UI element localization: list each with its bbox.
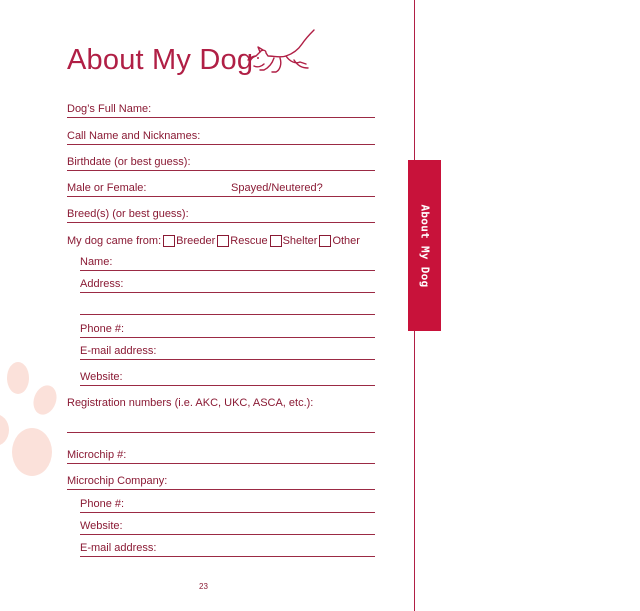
breed-label: Breed(s) (or best guess): [67, 208, 189, 220]
company-website-label: Website: [80, 520, 123, 532]
source-address-field[interactable] [80, 278, 375, 293]
source-name-field[interactable] [80, 256, 375, 271]
spayed-neutered-label: Spayed/Neutered? [231, 182, 323, 194]
male-female-field[interactable] [67, 182, 375, 197]
breeder-checkbox[interactable] [163, 235, 175, 247]
source-address-label: Address: [80, 278, 124, 290]
source-website-label: Website: [80, 371, 123, 383]
birthdate-field[interactable] [67, 156, 375, 171]
shelter-checkbox[interactable] [270, 235, 282, 247]
microchip-label: Microchip #: [67, 449, 127, 461]
microchip-company-label: Microchip Company: [67, 475, 168, 487]
male-female-label: Male or Female: [67, 182, 147, 194]
source-website-field[interactable] [80, 371, 375, 386]
microchip-field[interactable] [67, 449, 375, 464]
came-from-row [67, 233, 360, 249]
source-phone-label: Phone #: [80, 323, 125, 335]
paw-icon [0, 360, 60, 490]
source-name-label: Name: [80, 256, 113, 268]
dog-icon [244, 26, 318, 78]
rescue-checkbox[interactable] [217, 235, 229, 247]
full-name-field[interactable] [67, 103, 375, 118]
source-address-line-2[interactable] [80, 314, 375, 315]
breed-field[interactable] [67, 208, 375, 223]
microchip-company-field[interactable] [67, 475, 375, 490]
came-from-label: My dog came from: [67, 235, 162, 247]
other-checkbox[interactable] [319, 235, 331, 247]
company-email-field[interactable] [80, 542, 375, 557]
call-name-label: Call Name and Nicknames: [67, 130, 201, 142]
company-phone-label: Phone #: [80, 498, 125, 510]
page-title: About My Dog [67, 44, 254, 76]
birthdate-label: Birthdate (or best guess): [67, 156, 191, 168]
company-phone-field[interactable] [80, 498, 375, 513]
registration-label: Registration numbers (i.e. AKC, UKC, ASCA, etc.): [67, 397, 314, 409]
registration-line[interactable] [67, 432, 375, 433]
full-name-label: Dog’s Full Name: [67, 103, 152, 115]
call-name-field[interactable] [67, 130, 375, 145]
source-email-field[interactable] [80, 345, 375, 360]
rescue-option-label: Rescue [230, 235, 268, 247]
source-email-label: E-mail address: [80, 345, 157, 357]
source-phone-field[interactable] [80, 323, 375, 338]
other-option-label: Other [332, 235, 360, 247]
section-tab [408, 160, 441, 331]
company-email-label: E-mail address: [80, 542, 157, 554]
company-website-field[interactable] [80, 520, 375, 535]
breeder-option-label: Breeder [176, 235, 216, 247]
registration-field[interactable] [67, 397, 375, 411]
page-number: 23 [199, 582, 208, 591]
section-tab-label: About My Dog [418, 203, 431, 288]
shelter-option-label: Shelter [282, 235, 318, 247]
